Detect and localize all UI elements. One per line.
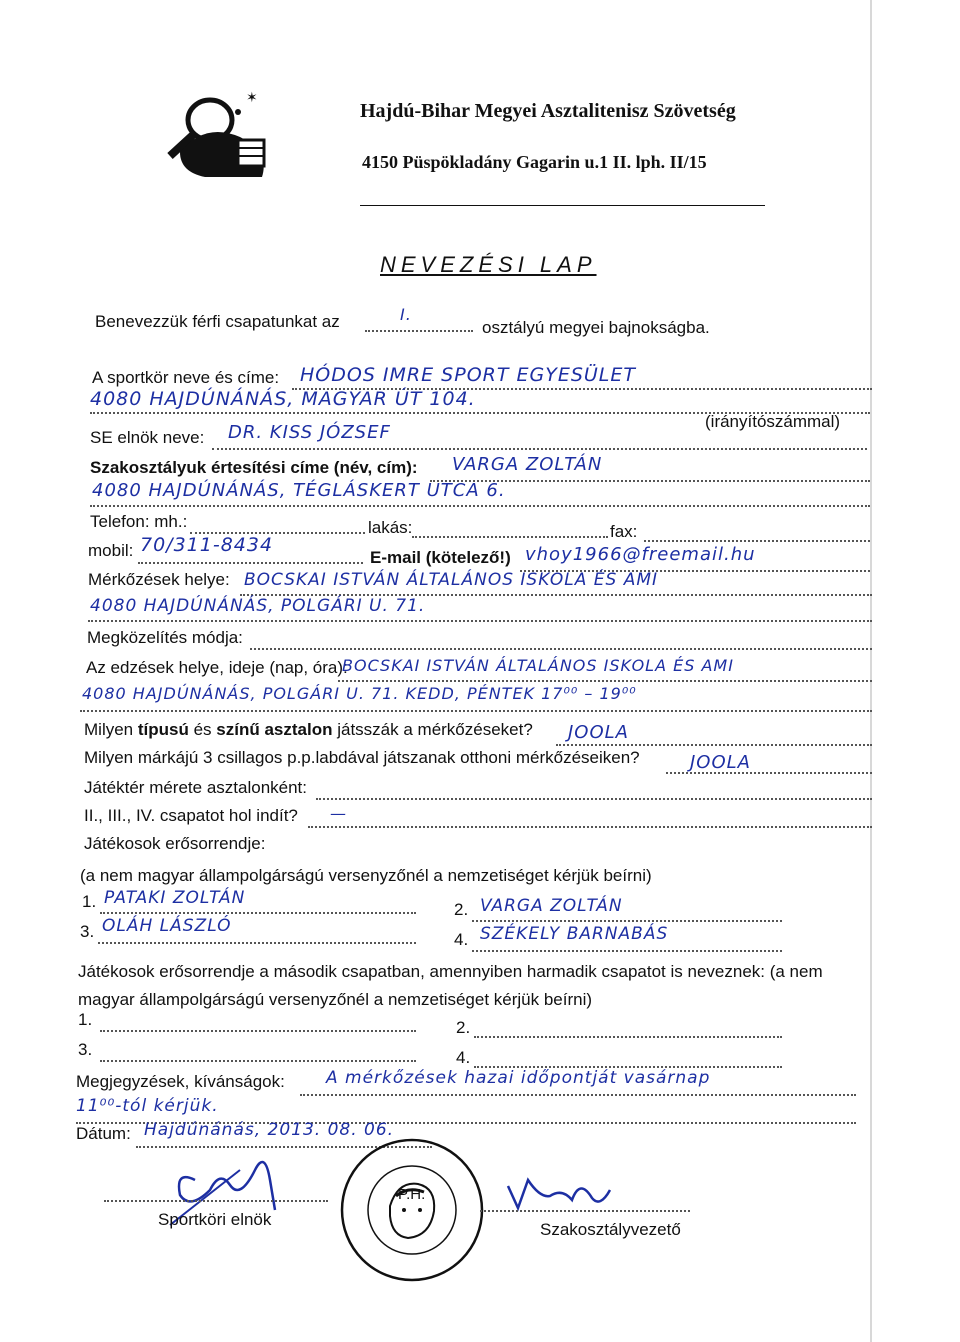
training-dots-2 xyxy=(80,710,872,712)
approach-dots xyxy=(250,648,872,650)
president-dots xyxy=(212,448,867,450)
order-n4: 4. xyxy=(454,930,469,949)
club-address: 4080 HAJDÚNÁNÁS, MAGYAR ÚT 104. xyxy=(90,388,476,410)
home-dots xyxy=(412,536,608,538)
ball-question: Milyen márkájú 3 csillagos p.p.labdával játszanak otthoni mérkőzéseiken? xyxy=(84,748,640,767)
player-3: OLÁH LÁSZLÓ xyxy=(102,916,232,936)
order-dots-1 xyxy=(100,912,416,914)
club-stamp xyxy=(338,1136,486,1284)
fax-dots xyxy=(644,540,870,542)
order-dots-3 xyxy=(98,942,416,944)
mobile-number: 70/311-8434 xyxy=(140,534,274,556)
club-name: HÓDOS IMRE SPORT EGYESÜLET xyxy=(300,364,636,386)
order2-dots-2 xyxy=(474,1036,782,1038)
contact-label: Szakosztályuk értesítési címe (név, cím): xyxy=(90,458,418,477)
table-q-mid: és xyxy=(193,720,212,739)
intro-label: Benevezzük férfi csapatunkat az xyxy=(95,312,340,331)
manager-sign-label: Szakosztályvezető xyxy=(540,1220,681,1239)
email-label: E-mail (kötelező!) xyxy=(370,548,511,567)
notes-line-1: A mérkőzések hazai időpontját vasárnap xyxy=(326,1068,711,1088)
training-line-1: BOCSKAI ISTVÁN ÁLTALÁNOS ISKOLA ÉS AMI xyxy=(342,656,734,675)
venue-line-1: BOCSKAI ISTVÁN ÁLTALÁNOS ISKOLA ÉS AMI xyxy=(244,570,659,590)
order2-n1: 1. xyxy=(78,1010,93,1029)
table-question xyxy=(84,720,533,740)
notes-label: Megjegyzések, kívánságok: xyxy=(76,1072,285,1091)
president-label: SE elnök neve: xyxy=(90,428,205,447)
venue-dots-2 xyxy=(88,620,872,622)
ball-brand: JOOLA xyxy=(690,752,751,773)
phone-label: Telefon: mh.: xyxy=(90,512,188,531)
order-n2: 2. xyxy=(454,900,469,919)
notes-line-2: 11⁰⁰-tól kérjük. xyxy=(76,1096,219,1116)
table-q-post: játsszák a mérkőzéseket? xyxy=(337,720,533,739)
federation-address: 4150 Püspökladány Gagarin u.1 II. lph. II/15 xyxy=(362,152,707,172)
order2-n2: 2. xyxy=(456,1018,471,1037)
order-label: Játékosok erősorrendje: xyxy=(84,834,266,853)
table-brand: JOOLA xyxy=(568,722,629,743)
table-q-color: színű asztalon xyxy=(216,720,333,739)
contact-name: VARGA ZOLTÁN xyxy=(452,454,603,475)
table-q-type: típusú xyxy=(137,720,189,739)
club-label: A sportkör neve és címe: xyxy=(92,368,280,387)
training-dots-1 xyxy=(338,680,872,682)
contact-dots-2 xyxy=(90,505,870,507)
division-value: I. xyxy=(400,305,412,324)
page-title: NEVEZÉSI LAP xyxy=(380,252,597,277)
area-dots xyxy=(316,798,872,800)
order2-line-1: Játékosok erősorrendje a második csapatban, amennyiben harmadik csapatot is neveznek: (a nem xyxy=(78,962,823,981)
federation-logo xyxy=(150,82,290,192)
player-4: SZÉKELY BARNABÁS xyxy=(480,924,669,944)
contact-address: 4080 HAJDÚNÁNÁS, TÉGLÁSKERT UTCA 6. xyxy=(92,480,506,501)
order-dots-2 xyxy=(472,920,782,922)
notes-dots-1 xyxy=(300,1094,856,1096)
fax-label: fax: xyxy=(610,522,638,541)
intro-suffix: osztályú megyei bajnokságba. xyxy=(482,318,710,337)
area-label: Játéktér mérete asztalonként: xyxy=(84,778,308,797)
date-label: Dátum: xyxy=(76,1124,131,1143)
president-sign-dots xyxy=(104,1200,328,1202)
player-2: VARGA ZOLTÁN xyxy=(480,896,623,916)
training-line-2: 4080 HAJDÚNÁNÁS, POLGÁRI U. 71. KEDD, PÉNTEK 17⁰⁰ – 19⁰⁰ xyxy=(82,684,637,703)
order2-n4: 4. xyxy=(456,1048,471,1067)
teams-dots xyxy=(308,826,872,828)
date-value: Hajdúnánás, 2013. 08. 06. xyxy=(144,1120,395,1140)
mobile-dots xyxy=(138,562,363,564)
approach-label: Megközelítés módja: xyxy=(87,628,243,647)
page-edge-shadow xyxy=(870,0,872,1342)
teams-value: — xyxy=(330,804,347,823)
president-sign-label: Sportköri elnök xyxy=(158,1210,272,1229)
federation-name: Hajdú-Bihar Megyei Asztalitenisz Szövetség xyxy=(360,100,736,122)
mobile-label: mobil: xyxy=(88,541,134,560)
svg-text:✶: ✶ xyxy=(246,89,258,105)
order2-dots-3 xyxy=(100,1060,416,1062)
intro-dots xyxy=(365,330,473,332)
training-label: Az edzések helye, ideje (nap, óra): xyxy=(86,658,348,677)
teams-label: II., III., IV. csapatot hol indít? xyxy=(84,806,298,825)
email-value: vhoy1966@freemail.hu xyxy=(525,544,756,565)
venue-label: Mérkőzések helye: xyxy=(88,570,230,589)
zip-note: (irányítószámmal) xyxy=(705,412,841,431)
order-dots-4 xyxy=(472,950,782,952)
table-q-pre: Milyen xyxy=(84,720,134,739)
home-label: lakás: xyxy=(368,518,413,537)
order-note: (a nem magyar állampolgárságú versenyzőnél a nemzetiséget kérjük beírni) xyxy=(80,866,652,885)
venue-line-2: 4080 HAJDÚNÁNÁS, POLGÁRI U. 71. xyxy=(90,596,426,616)
header-rule xyxy=(360,205,765,206)
order-n1: 1. xyxy=(82,892,97,911)
manager-sign-dots xyxy=(480,1210,690,1212)
stamp-ph: P.H. xyxy=(398,1186,426,1203)
player-1: PATAKI ZOLTÁN xyxy=(104,888,246,908)
order-n3: 3. xyxy=(80,922,95,941)
table-dots xyxy=(556,744,872,746)
president-name: DR. KISS JÓZSEF xyxy=(228,422,391,443)
order2-n3: 3. xyxy=(78,1040,93,1059)
order2-line-2: magyar állampolgárságú versenyzőnél a nemzetiséget kérjük beírni) xyxy=(78,990,593,1009)
order2-dots-1 xyxy=(100,1030,416,1032)
